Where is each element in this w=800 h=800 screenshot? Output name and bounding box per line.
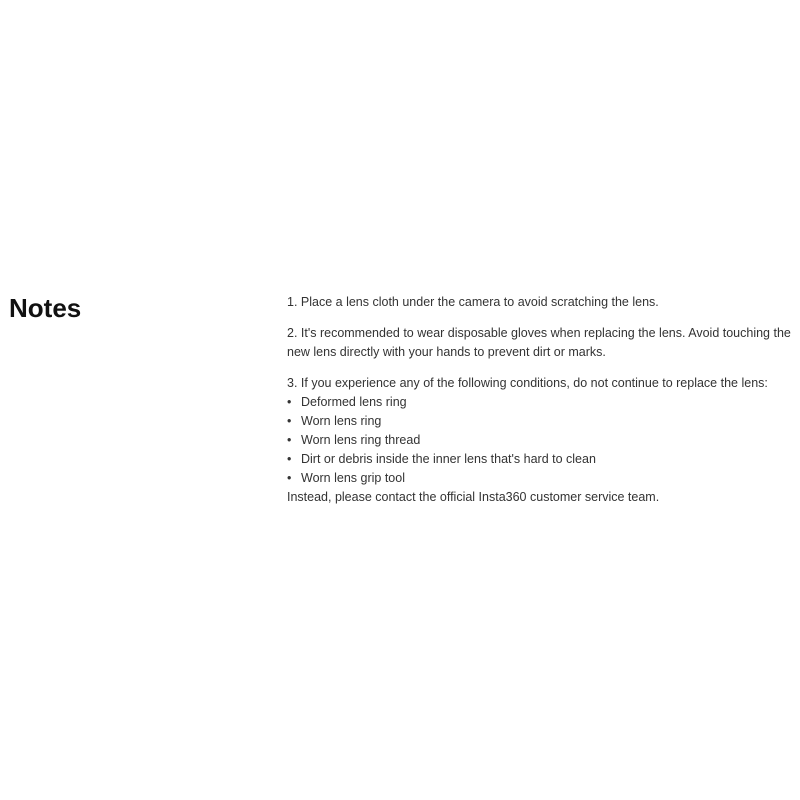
- condition-text: Worn lens grip tool: [301, 471, 405, 485]
- bullet-icon: •: [287, 452, 292, 466]
- condition-text: Deformed lens ring: [301, 395, 407, 409]
- condition-text: Worn lens ring thread: [301, 433, 421, 447]
- note-item-3: 3. If you experience any of the following conditions, do not continue to replace the lens:: [287, 376, 768, 390]
- list-item: [287, 469, 797, 488]
- bullet-icon: •: [287, 395, 292, 409]
- condition-text: Worn lens ring: [301, 414, 382, 428]
- note-item-1: 1. Place a lens cloth under the camera to avoid scratching the lens.: [287, 295, 659, 309]
- note-item-2: 2. It's recommended to wear disposable gloves when replacing the lens. Avoid touching the new lens directly with your hands to prevent dirt or marks.: [287, 326, 791, 359]
- list-item: [287, 431, 797, 450]
- list-item: [287, 393, 797, 412]
- closing-note: Instead, please contact the official Insta360 customer service team.: [287, 490, 660, 504]
- bullet-icon: •: [287, 414, 292, 428]
- bullet-icon: •: [287, 433, 292, 447]
- notes-content: [287, 293, 797, 507]
- list-item: [287, 412, 797, 431]
- notes-heading: Notes: [9, 293, 82, 323]
- conditions-list: [287, 393, 797, 488]
- list-item: [287, 450, 797, 469]
- bullet-icon: •: [287, 471, 292, 485]
- condition-text: Dirt or debris inside the inner lens that's hard to clean: [301, 452, 596, 466]
